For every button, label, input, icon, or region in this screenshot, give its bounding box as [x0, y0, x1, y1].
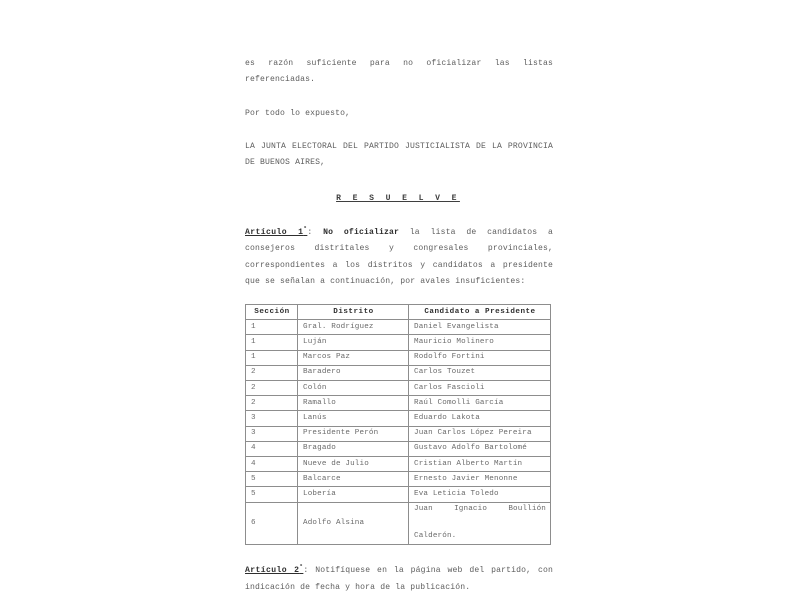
cell-seccion: 4	[246, 441, 298, 456]
cell-distrito: Balcarce	[298, 472, 409, 487]
article-2-body: Notifíquese en la página web del partido, con indicación de fecha y hora de la publicación.	[245, 566, 553, 592]
spacer	[245, 88, 553, 106]
cell-distrito: Baradero	[298, 365, 409, 380]
cell-distrito: Lobería	[298, 487, 409, 502]
table-row	[246, 365, 551, 380]
spacer	[245, 171, 553, 191]
cell-seccion: 1	[246, 335, 298, 350]
article-1-paragraph	[245, 225, 553, 290]
cell-seccion: 4	[246, 457, 298, 472]
cell-candidato: Ernesto Javier Menonne	[409, 472, 551, 487]
cell-seccion: 1	[246, 350, 298, 365]
cell-candidato: Carlos Fascioli	[409, 381, 551, 396]
cell-candidato: Daniel Evangelista	[409, 320, 551, 335]
cell-distrito: Gral. Rodríguez	[298, 320, 409, 335]
table-row	[246, 396, 551, 411]
cell-seccion: 2	[246, 396, 298, 411]
spacer	[245, 545, 553, 563]
column-header-distrito: Distrito	[298, 305, 409, 320]
document-content	[245, 56, 553, 596]
degree-sign-icon: °	[303, 225, 308, 233]
table-row	[246, 487, 551, 502]
table-row	[246, 350, 551, 365]
cell-candidato-line-2: Calderón.	[414, 532, 457, 541]
article-2-colon: :	[303, 566, 316, 576]
cell-candidato: Rodolfo Fortini	[409, 350, 551, 365]
spacer	[245, 123, 553, 139]
paragraph-intro: es razón suficiente para no oficializar las listas referenciadas.	[245, 59, 553, 85]
cell-distrito: Bragado	[298, 441, 409, 456]
table-row	[246, 335, 551, 350]
cell-candidato: Mauricio Molinero	[409, 335, 551, 350]
cell-candidato: Cristian Alberto Martín	[409, 457, 551, 472]
cell-seccion: 5	[246, 472, 298, 487]
heading-resuelve-text: R E S U E L V E	[336, 194, 460, 204]
heading-resuelve	[245, 191, 553, 207]
cell-distrito: Adolfo Alsina	[298, 502, 409, 545]
cell-candidato: Carlos Touzet	[409, 365, 551, 380]
cell-candidato: Eduardo Lakota	[409, 411, 551, 426]
cell-seccion: 3	[246, 411, 298, 426]
column-header-candidato: Candidato a Presidente	[409, 305, 551, 320]
table-row	[246, 457, 551, 472]
cell-distrito: Nueve de Julio	[298, 457, 409, 472]
cell-candidato: Juan Carlos López Pereira	[409, 426, 551, 441]
spacer	[245, 207, 553, 225]
cell-candidato	[409, 502, 551, 545]
article-2-paragraph	[245, 563, 553, 595]
candidates-table	[245, 304, 551, 545]
cell-candidato-line-1: Juan Ignacio Boullión	[414, 505, 546, 514]
cell-seccion: 6	[246, 502, 298, 545]
table-row	[246, 502, 551, 545]
cell-distrito: Lanús	[298, 411, 409, 426]
table-row	[246, 472, 551, 487]
article-1-body: la lista de candidatos a consejeros distritales y congresales provinciales, correspondientes a los distritos y candidatos a presidente que se señalan a continuación, por avales insuficientes:	[245, 228, 554, 286]
table-row	[246, 411, 551, 426]
cell-distrito: Luján	[298, 335, 409, 350]
cell-seccion: 5	[246, 487, 298, 502]
cell-distrito: Colón	[298, 381, 409, 396]
degree-sign-icon: °	[299, 563, 304, 571]
article-1-emphasis: No oficializar	[323, 228, 400, 238]
cell-candidato: Eva Leticia Toledo	[409, 487, 551, 502]
table-row	[246, 320, 551, 335]
paragraph-por-todo-lo-expuesto: Por todo lo expuesto,	[245, 109, 351, 119]
cell-candidato: Raúl Comolli García	[409, 396, 551, 411]
cell-seccion: 3	[246, 426, 298, 441]
cell-seccion: 1	[246, 320, 298, 335]
article-2-label-text: Artículo 2	[245, 566, 300, 576]
article-2-label	[245, 563, 304, 576]
table-header-row	[246, 305, 551, 320]
article-1-colon: :	[307, 228, 324, 238]
column-header-seccion: Sección	[246, 305, 298, 320]
table-header	[246, 305, 551, 320]
cell-seccion: 2	[246, 365, 298, 380]
article-1-label	[245, 225, 308, 238]
table-body	[246, 320, 551, 545]
cell-distrito: Ramallo	[298, 396, 409, 411]
table-row	[246, 426, 551, 441]
cell-distrito: Presidente Perón	[298, 426, 409, 441]
table-row	[246, 381, 551, 396]
table-row	[246, 441, 551, 456]
cell-distrito: Marcos Paz	[298, 350, 409, 365]
paragraph-junta-electoral: LA JUNTA ELECTORAL DEL PARTIDO JUSTICIALISTA DE LA PROVINCIA DE BUENOS AIRES,	[245, 141, 553, 167]
cell-candidato: Gustavo Adolfo Bartolomé	[409, 441, 551, 456]
article-1-label-text: Artículo 1	[245, 228, 304, 238]
cell-seccion: 2	[246, 381, 298, 396]
spacer	[245, 290, 553, 304]
